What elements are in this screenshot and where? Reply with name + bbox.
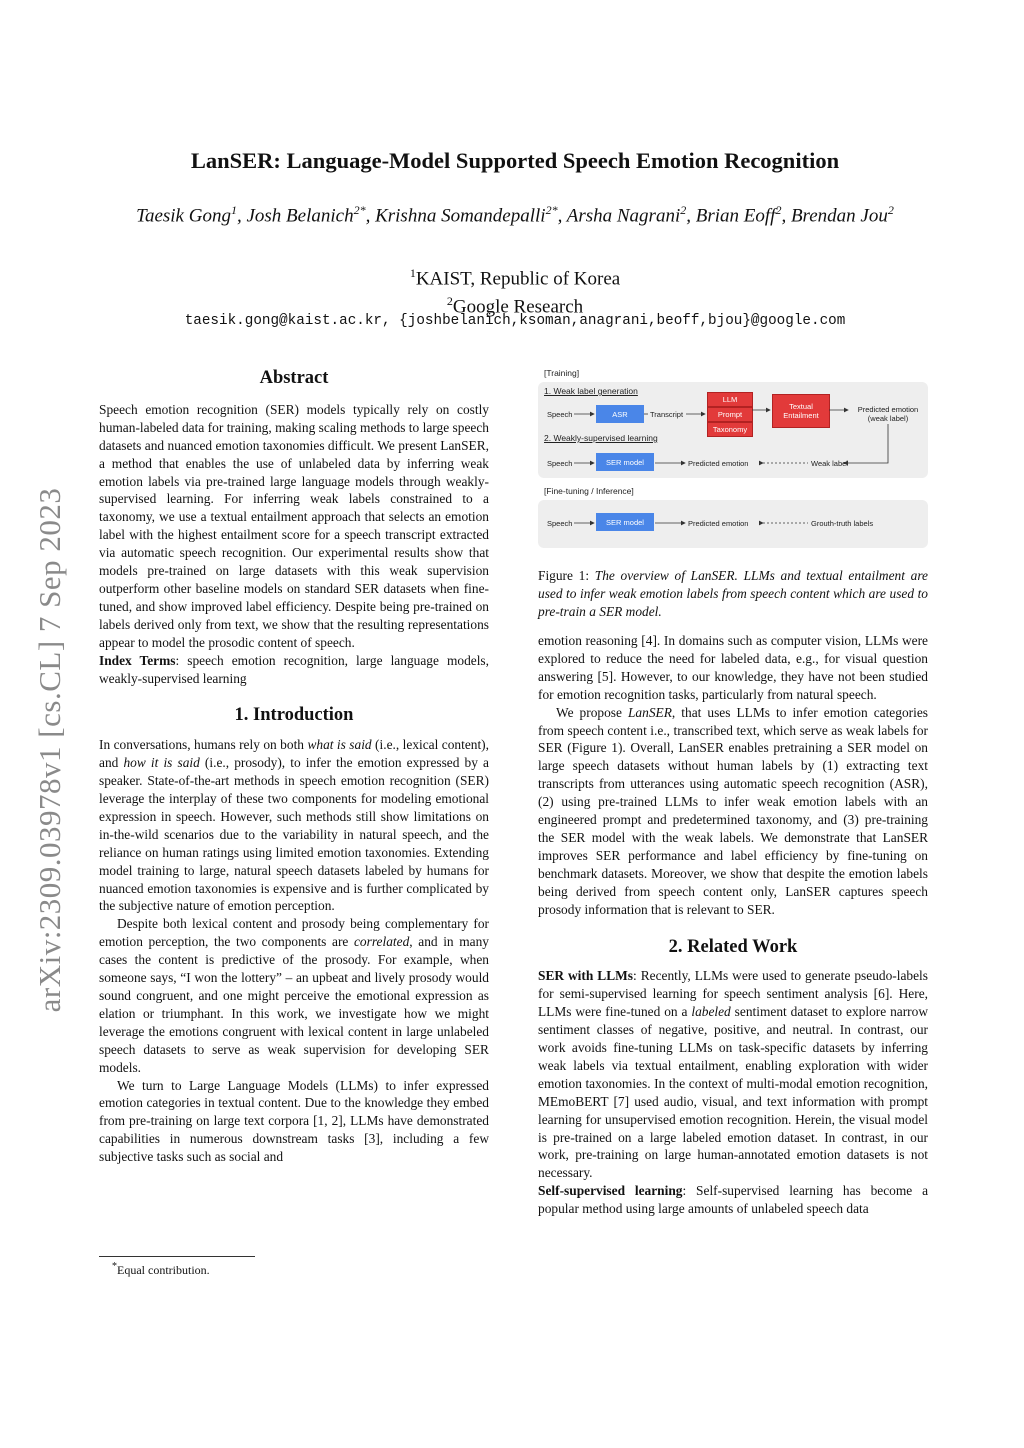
- speech-node: Speech: [547, 459, 573, 468]
- abstract-text: Speech emotion recognition (SER) models typically rely on costly human-labeled data for training, making scaling methods to large speech datasets and nuanced emotion taxonomies difficult. We present LanSER, a method that enables the use of unlabeled data by inferring weak emotion labels via pre-trained large language models through weakly-supervised learning. For inferring weak labels constrained to a taxonomy, we use a textual entailment approach that selects an emotion label with the highest entailment score for a speech transcript extracted via automatic speech recognition. Our experimental results show that models pre-trained on large datasets with this weak supervision outperform other baseline models on standard SER datasets when fine-tuned, and show improved label efficiency. Despite being pre-trained on labels derived only from text, we show that the resulting representations appear to model the prosodic content of speech.: [99, 401, 489, 650]
- predicted-emotion-node: Predicted emotion: [688, 519, 749, 528]
- ground-truth-node: Grouth-truth labels: [811, 519, 874, 528]
- author: Josh Belanich: [246, 205, 354, 227]
- arxiv-id: arXiv:2309.03978v1 [cs.CL] 7 Sep 2023: [32, 487, 67, 1013]
- footnote-divider: [99, 1256, 255, 1257]
- intro-paragraph: In conversations, humans rely on both what is said (i.e., lexical content), and how it is said (i.e., prosody), to infer the emotion expressed by a speaker. State-of-the-art methods in speech emotion recognition (SER) leverage the interplay of these two components for modeling emotional expression in speech. However, such methods still show limitations on in-the-wild scenarios due to the variability in natural speech, and the reliance on human ratings using limited emotion taxonomies. Extending model training to large, natural speech datasets labeled by humans for nuanced emotion taxonomies is expensive and is further complicated by the subjective nature of emotion perception.: [99, 737, 489, 914]
- ser-model-box: SER model: [596, 453, 654, 471]
- related-work-heading: 2. Related Work: [668, 936, 798, 957]
- index-terms: Index Terms: speech emotion recognition, large language models, weakly-supervised learning: [99, 652, 489, 686]
- weakly-supervised-label: 2. Weakly-supervised learning: [544, 433, 658, 443]
- speech-node: Speech: [547, 519, 573, 528]
- textual-entailment-box: Textual Entailment: [772, 394, 830, 428]
- author: Krishna Somandepalli: [375, 205, 546, 227]
- footnote: *Equal contribution.: [112, 1261, 210, 1277]
- prompt-box: Prompt: [707, 407, 753, 422]
- weak-label-generation-label: 1. Weak label generation: [544, 386, 638, 396]
- arxiv-sidebar-stamp: [20, 460, 80, 1040]
- body-paragraph: Self-supervised learning: Self-supervised learning has become a popular method using large amounts of unlabeled speech data: [538, 1183, 929, 1217]
- abstract-heading: Abstract: [259, 368, 329, 388]
- ser-model-box: SER model: [596, 513, 654, 531]
- figure-1-overview-diagram: [538, 368, 930, 558]
- intro-heading: 1. Introduction: [234, 705, 354, 726]
- diagram-arrows: [538, 368, 930, 558]
- affiliation: Google Research: [452, 296, 584, 318]
- author: Arsha Nagrani: [566, 205, 681, 227]
- affiliations: $^1$KAIST, Republic of Korea $^2$Google Research: [409, 266, 621, 318]
- taxonomy-box: Taxonomy: [707, 422, 753, 437]
- llm-box: LLM: [707, 392, 753, 407]
- asr-box: ASR: [596, 405, 644, 423]
- affiliation: KAIST, Republic of Korea: [415, 268, 621, 290]
- predicted-emotion-node: Predicted emotion: [688, 459, 749, 468]
- author: Taesik Gong: [136, 205, 231, 227]
- transcript-node: Transcript: [650, 410, 684, 419]
- predicted-emotion-weak-node: Predicted emotion (weak label): [857, 405, 919, 423]
- author-list: Taesik Gong$^1$, Josh Belanich$^{2*}$, Krishna Somandepalli$^{2*}$, Arsha Nagrani$^2$, Brian Eoff$^2$, Brendan Jou$^2$: [136, 203, 894, 227]
- finetune-label: [Fine-tuning / Inference]: [544, 486, 634, 496]
- arrow: [844, 424, 888, 463]
- body-paragraph: SER with LLMs: Recently, LLMs were used to generate pseudo-labels for semi-supervised learning for speech sentiment analysis [6]. Here, LLMs were fine-tuned on a labeled sentiment dataset to explore narrow sentiment classes of negative, positive, and neutral. In contrast, our work avoids fine-tuning LLMs on task-specific datasets by inferring weak labels via textual entailment, enabling exploration with wider emotion taxonomies. In the context of multi-modal emotion recognition, MEmoBERT [7] used audio, visual, and text information with prompt learning for unsupervised emotion recognition. Herein, the visual model is pre-trained on a large labeled emotion dataset. In contrast, in our work, pre-training on large human-annotated emotion datasets is not necessary.: [538, 968, 928, 1181]
- right-column: [538, 632, 928, 1218]
- weak-label-node: Weak label: [811, 459, 848, 468]
- intro-paragraph: Despite both lexical content and prosody being complementary for emotion perception, the two components are correlated, and in many cases the content is predictive of the prosody. For example, when someone says, “I won the lottery” – an upbeat and lively prosody would sound congruent, and one might perceive the emotional expression as elation or triumphant. In this work, we investigate how we might leverage the emotions congruent with lexical content in large unlabeled speech datasets to serve as weak supervision for developing SER models.: [99, 916, 489, 1075]
- left-column: [99, 370, 489, 1166]
- author-emails: taesik.gong@kaist.ac.kr, {joshbelanich,ksoman,anagrani,beoff,bjou}@google.com: [184, 313, 846, 329]
- body-paragraph: We propose LanSER, that uses LLMs to infer emotion categories from speech content i.e., transcribed text, which serve as weak labels for SER (Figure 1). Overall, LanSER enables pretraining a SER model on large speech datasets without human labels by (1) extracting text transcripts from utterances using automatic speech recognition (ASR), (2) using pre-trained LLMs to infer weak emotion labels with an engineered prompt and predetermined taxonomy, and (3) pre-training the SER model with the weak labels. We demonstrate that LanSER improves SER performance and label efficiency by fine-tuning on benchmark datasets. Moreover, we show that despite the emotion labels being derived from speech content only, LanSER captures speech prosody information that is relevant to SER.: [538, 704, 928, 917]
- intro-paragraph: We turn to Large Language Models (LLMs) to infer expressed emotion categories in textual content. Due to the knowledge they embed from pre-training on large text corpora [1, 2], LLMs have demonstrated capabilities in numerous downstream tasks [3], including a few subjective tasks such as social and: [99, 1077, 489, 1165]
- author: Brendan Jou: [790, 205, 888, 227]
- figure-1-caption: Figure 1: The overview of LanSER. LLMs and textual entailment are used to infer weak emotion labels from speech content which are used to pre-train a SER model.: [538, 568, 928, 619]
- body-paragraph: emotion reasoning [4]. In domains such as computer vision, LLMs were explored to reduce the need for labeled data, e.g., for visual question answering [5]. However, to our knowledge, they have not been studied for emotion recognition tasks, particularly from natural speech.: [538, 633, 928, 702]
- speech-node: Speech: [547, 410, 573, 419]
- author: Brian Eoff: [695, 205, 776, 227]
- paper-title: LanSER: Language-Model Supported Speech Emotion Recognition: [190, 148, 840, 173]
- training-label: [Training]: [544, 368, 580, 378]
